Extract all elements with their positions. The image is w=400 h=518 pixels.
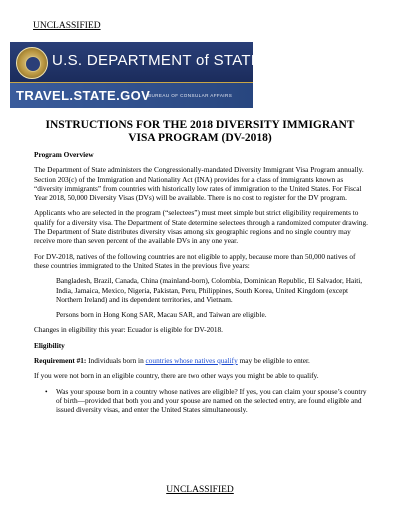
requirement-1-pre: Individuals born in [86,356,146,366]
qualifying-countries-link[interactable]: countries whose natives qualify [145,356,238,366]
state-dept-banner [10,42,262,107]
title-line-1: INSTRUCTIONS FOR THE 2018 DIVERSITY IMMIGRANT [45,119,355,131]
heading-program-overview: Program Overview [34,150,94,159]
requirement-1 [34,356,370,365]
paragraph-selectees: Applicants who are selected in the program (“selectees”) must meet simple but strict eligibility requirements to qualify for a diversity visa. The Department of State determine selectees through a randomized computer drawing. The Department of State distributes diversity visas among six geographic regions and no single country may receive more than seven percent of the available DVs in any one year. [34,208,368,246]
changes-note: Changes in eligibility this year: Ecuador is eligible for DV-2018. [34,325,224,335]
classification-bottom: UNCLASSIFIED [166,485,234,495]
banner-top [10,42,262,82]
travel-state-gov-logo: TRAVEL.STATE.GOV [16,88,151,103]
paragraph-overview: The Department of State administers the Congressionally-mandated Diversity Immigrant Visa Program annually. Section 203(c) of the Immigration and Nationality Act (INA) provides for a class of immigrants known as “diversity immigrants” from countries with historically low rates of immigration to the United States. For Fiscal Year 2018, 50,000 Diversity Visas (DVs) will be available. There is no cost to register for the DV program. [34,165,364,203]
dept-name: U.S. DEPARTMENT of STATE [52,52,262,69]
not-born-note: If you were not born in an eligible country, there are two other ways you might be able to qualify. [34,371,319,381]
hong-kong-note: Persons born in Hong Kong SAR, Macau SAR, and Taiwan are eligible. [56,310,267,320]
requirement-1-post: may be eligible to enter. [237,356,310,366]
heading-eligibility: Eligibility [34,340,65,350]
paragraph-ineligible: For DV-2018, natives of the following countries are not eligible to apply, because more than 50,000 natives of these countries immigrated to the United States in the previous five years: [34,251,356,270]
bullet-icon: • [45,386,48,396]
ineligible-countries: Bangladesh, Brazil, Canada, China (mainland-born), Colombia, Dominican Republic, El Salvador, Haiti, India, Jamaica, Mexico, Nigeria, Pakistan, Peru, Philippines, South Korea, United Kingdom (except Northern Ireland) and its dependent territories, and Vietnam. [56,276,363,304]
title-line-2: VISA PROGRAM (DV-2018) [128,132,272,144]
list-item-spouse [34,387,370,415]
list-item-spouse-text: Was your spouse born in a country whose natives are eligible? If yes, you can claim your spouse’s country of birth—provided that both you and your spouse are named on the selected entry, are found eligible and issued diversity visas, and enter the United States simultaneously. [56,386,367,415]
banner-bottom [10,82,253,108]
bureau-name: BUREAU OF CONSULAR AFFAIRS [148,93,233,98]
requirement-1-label: Requirement #1: [34,356,87,366]
document-title [20,119,380,145]
document-body [34,150,370,421]
state-seal-icon [16,47,48,79]
classification-top: UNCLASSIFIED [33,21,101,31]
